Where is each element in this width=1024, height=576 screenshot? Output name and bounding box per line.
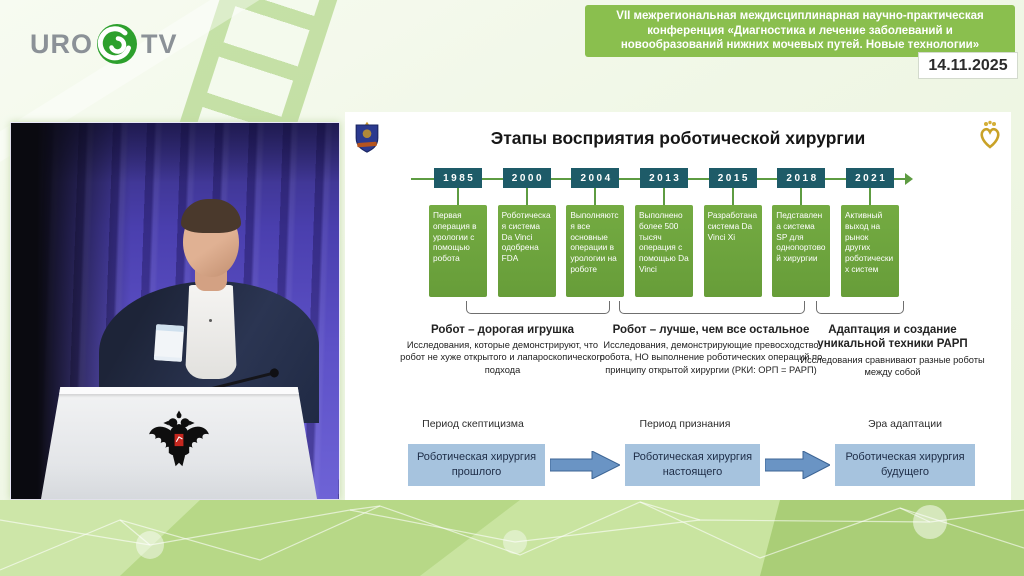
logo-text-tv: TV [141,28,178,59]
year-badge: 2015 [709,168,757,188]
note-title: Робот – лучше, чем все остальное [612,324,810,336]
event-box: Выполнено более 500 тысяч операция с помощью Da Vinci [635,205,693,297]
note-skepticism [395,323,610,376]
event-box: Педставлена система SP для однопортовой хирургии [772,205,830,297]
note-body: Исследования, которые демонстрируют, что робот не хуже открытого и лапароскопического подхода [400,340,605,375]
era-label: Эра адаптации [868,418,942,430]
timeline-item-2004 [566,168,624,297]
gold-heart-crown-icon [979,119,1001,151]
speaker-shirt [185,285,237,379]
year-badge: 1985 [434,168,482,188]
event-box: Выполняются все основные операции в урологии на роботе [566,205,624,297]
group-bracket [816,301,904,314]
slide-title: Этапы восприятия роботической хирургии [490,128,866,148]
event-box: Первая операция в урологии с помощью робота [429,205,487,297]
right-arrow-icon [765,451,830,479]
university-crest-icon [354,121,380,155]
timeline-item-2021 [841,168,899,297]
note-adaptation [800,323,985,378]
event-box: Активный выход на рынок других роботических систем [841,205,899,297]
event-box: Разработана система Da Vinci Xi [704,205,762,297]
year-badge: 2000 [503,168,551,188]
double-headed-eagle-icon [145,405,213,473]
low-poly-mesh-decoration [0,500,1024,576]
era-label: Период признания [639,418,731,430]
urotv-logo [30,22,178,66]
podium [41,387,317,499]
right-arrow-icon [550,451,620,479]
note-recognition [595,323,827,376]
timeline-item-1985 [429,168,487,297]
banner-line: конференция «Диагностика и лечение заболеваний и [647,24,953,37]
note-body: Исследования, демонстрирующие превосходство робота, НО выполнение роботических операций по принципу открытой хирургии (РКИ: ОРП = РАРП) [599,340,823,375]
era-box-present: Роботическая хирургия настоящего [625,444,760,486]
era-box-future: Роботическая хирургия будущего [835,444,975,486]
event-box: Роботическая система Da Vinci одобрена FDA [498,205,556,297]
group-bracket [619,301,805,314]
year-badge: 2004 [571,168,619,188]
timeline-item-2013 [635,168,693,297]
era-label: Период скептицизма [422,418,524,430]
speaker-badge [154,324,184,362]
year-badge: 2013 [640,168,688,188]
presentation-slide [345,112,1011,502]
timeline-item-2015 [704,168,762,297]
timeline-arrowhead-icon [905,173,913,185]
timeline-item-2000 [498,168,556,297]
logo-text-uro: URO [30,28,93,59]
timeline-item-2018 [772,168,830,297]
banner-line: VII межрегиональная междисциплинарная научно-практическая [616,10,984,22]
urotv-swirl-icon [95,22,139,66]
era-box-past: Роботическая хирургия прошлого [408,444,545,486]
timeline [429,168,899,297]
year-badge: 2018 [777,168,825,188]
conference-date: 14.11.2025 [918,52,1018,79]
banner-line: новообразований нижних мочевых путей. Новые технологии» [620,39,980,52]
note-title: Адаптация и создание уникальной техники РАРП [817,324,968,351]
speaker-hair [181,199,241,233]
year-badge: 2021 [846,168,894,188]
note-title: Робот – дорогая игрушка [431,324,574,336]
group-bracket [466,301,610,314]
conference-title-banner [585,5,1015,57]
note-body: Исследования сравнивают разные роботы между собой [800,354,985,377]
speaker-video-feed [10,122,340,500]
